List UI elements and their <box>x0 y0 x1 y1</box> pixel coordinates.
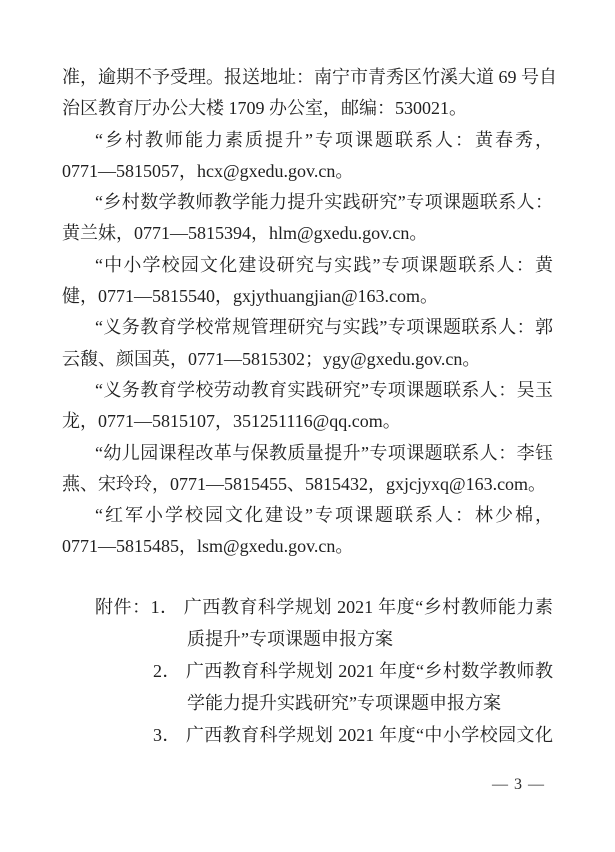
body-text-line: 龙，0771—5815107，351251116@qq.com。 <box>62 411 401 432</box>
body-text-line: “乡村数学教师教学能力提升实践研究”专项课题联系人： <box>95 192 553 213</box>
body-text-line: 云馥、颜国英，0771—5815302；ygy@gxedu.gov.cn。 <box>62 348 481 369</box>
page-number: — 3 — <box>492 776 545 793</box>
body-text-line: “义务教育学校劳动教育实践研究”专项课题联系人：吴玉 <box>95 379 553 400</box>
attachment-title-line: 学能力提升实践研究”专项课题申报方案 <box>187 693 501 713</box>
body-text-line: “红军小学校园文化建设”专项课题联系人：林少棉， <box>95 505 553 526</box>
attachment-title-line: 质提升”专项课题申报方案 <box>187 629 393 649</box>
attachment-number: 2． <box>153 661 181 681</box>
attachment-item <box>62 655 553 687</box>
attachments-list <box>62 591 553 751</box>
body-text-line: “中小学校园文化建设研究与实践”专项课题联系人：黄 <box>95 254 553 275</box>
attachment-number: 1． <box>150 597 179 617</box>
body-text-line: 黄兰妹，0771—5815394，hlm@gxedu.gov.cn。 <box>62 223 428 244</box>
body-text-line: 0771—5815057，hcx@gxedu.gov.cn。 <box>62 160 354 181</box>
body-text-line: 健，0771—5815540，gxjythuangjian@163.com。 <box>62 286 439 307</box>
attachment-title-line: 广西教育科学规划 2021 年度“中小学校园文化 <box>185 725 553 745</box>
attachments-label: 附件： <box>95 597 151 617</box>
body-text-line: 0771—5815485，lsm@gxedu.gov.cn。 <box>62 536 354 557</box>
attachment-title-line: 广西教育科学规划 2021 年度“乡村数学教师教 <box>185 661 553 681</box>
attachment-title-line: 广西教育科学规划 2021 年度“乡村教师能力素 <box>183 597 553 617</box>
body-text-line: 准，逾期不予受理。报送地址：南宁市青秀区竹溪大道 69 号自 <box>62 67 557 87</box>
attachment-item <box>62 719 553 751</box>
attachment-item <box>62 591 553 623</box>
body-text-line: “乡村教师能力素质提升”专项课题联系人：黄春秀， <box>95 129 553 150</box>
body-text-line: “幼儿园课程改革与保教质量提升”专项课题联系人：李钰 <box>95 442 553 463</box>
body-text-line: 燕、宋玲玲，0771—5815455、5815432，gxjcjyxq@163.com。 <box>62 473 547 494</box>
body-text-line: 治区教育厅办公大楼 1709 办公室，邮编：530021。 <box>62 98 467 119</box>
document-body <box>62 62 557 563</box>
attachment-number: 3． <box>153 725 181 745</box>
body-text-line: “义务教育学校常规管理研究与实践”专项课题联系人：郭 <box>95 317 553 338</box>
